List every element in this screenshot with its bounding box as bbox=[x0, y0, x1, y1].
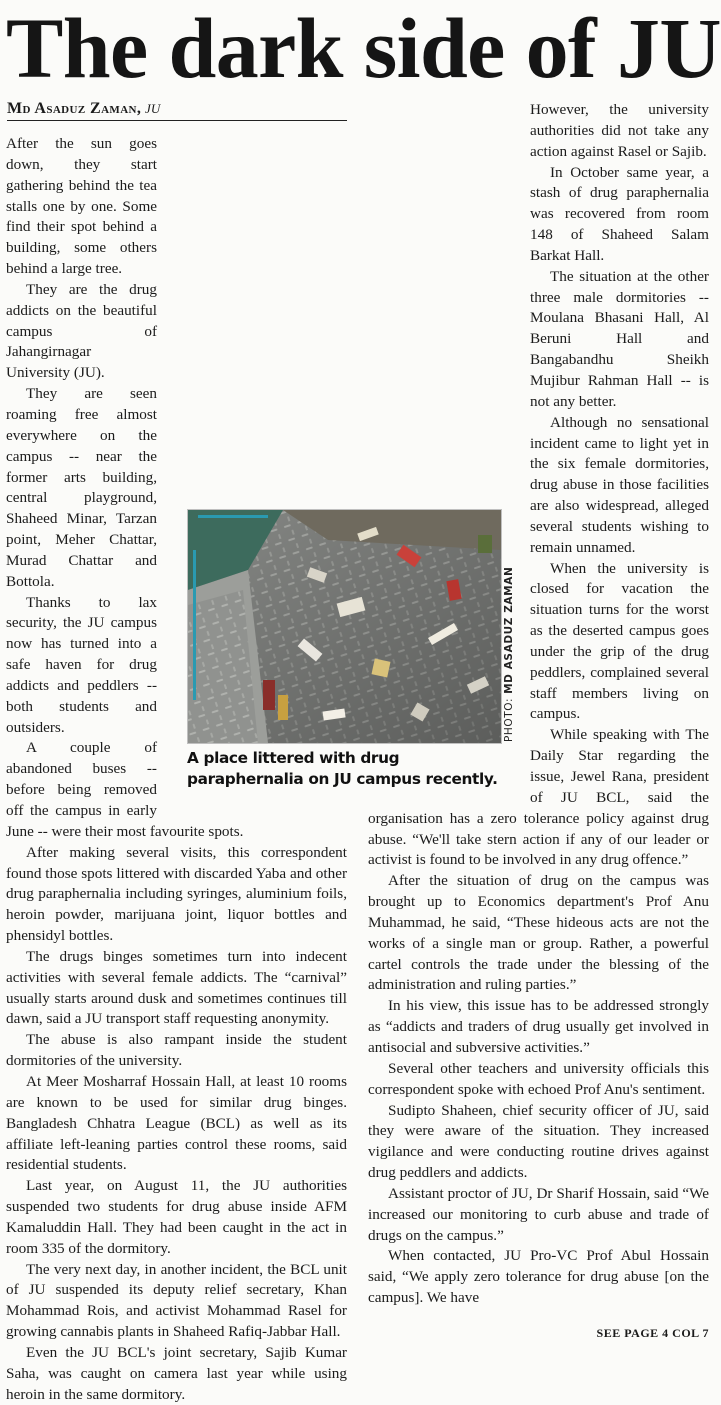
paragraph: In October same year, a stash of drug paraphernalia was recovered from room 148 of Shaheed Salam Barkat Hall. bbox=[530, 163, 709, 264]
photo-credit-prefix: PHOTO: bbox=[503, 697, 515, 742]
continued-jump-line: SEE PAGE 4 COL 7 bbox=[596, 1326, 709, 1340]
paragraph: When contacted, JU Pro-VC Prof Abul Hossain said, “We apply zero tolerance for drug abuse [on the campus]. We have bbox=[368, 1247, 709, 1307]
paragraph: Sudipto Shaheen, chief security officer of JU, said they were aware of the situation. They increased vigilance and were conducting routine drives against drug peddlers and addicts. bbox=[368, 1101, 709, 1182]
paragraph: After making several visits, this correspondent found those spots littered with discarded Yaba and other drug paraphernalia including syringes, aluminium foils, heroin powder, marijuana joint, liquor bottles and phensidyl bottles. bbox=[6, 843, 347, 945]
byline bbox=[7, 98, 347, 121]
paragraph: Several other teachers and university officials this correspondent spoke with echoed Prof Anu's sentiment. bbox=[368, 1059, 709, 1098]
paragraph: The situation at the other three male dormitories -- Moulana Bhasani Hall, Al Beruni Hall and Bangabandhu Sheikh Mujibur Rahman Hall -- is not any better. bbox=[530, 267, 709, 410]
paragraph: Last year, on August 11, the JU authorities suspended two students for drug abuse inside AFM Kamaluddin Hall. They had been caught in the act in room 335 of the dormitory. bbox=[6, 1177, 347, 1257]
paragraph: The abuse is also rampant inside the student dormitories of the university. bbox=[6, 1031, 347, 1070]
headline: The dark side of JU bbox=[6, 0, 721, 96]
paragraph: However, the university authorities did not take any action against Rasel or Sajib. bbox=[530, 101, 709, 160]
paragraph: In his view, this issue has to be addressed strongly as “addicts and traders of drug usually get involved in antisocial and subversive activities.” bbox=[368, 997, 709, 1056]
littered-ground-image bbox=[188, 510, 501, 743]
photo-credit-name: MD ASADUZ ZAMAN bbox=[503, 566, 515, 694]
paragraph: Thanks to lax security, the JU campus now has turned into a safe haven for drug addicts and peddlers -- both students and outsiders. bbox=[6, 593, 157, 736]
paragraph: Assistant proctor of JU, Dr Sharif Hossain, said “We increased our monitoring to curb abuse and trade of drugs on the campus.” bbox=[368, 1184, 709, 1244]
paragraph: Even the JU BCL's joint secretary, Sajib Kumar Saha, was caught on camera last year while using heroin in the same dormitory. bbox=[6, 1343, 347, 1403]
photo-caption: A place littered with drug paraphernalia on JU campus recently. bbox=[187, 749, 498, 788]
paragraph: Although no sensational incident came to light yet in the six female dormitories, drug abuse in those facilities are also widespread, alleged several students wishing to remain unnamed. bbox=[530, 413, 709, 556]
byline-dept: JU bbox=[145, 101, 161, 116]
paragraph: After the situation of drug on the campus was brought up to Economics department's Prof Anu Muhammad, he said, “These hideous acts are not the works of a single man or group. Rather, a powerful cartel controls the trade under the blessing of the administration and ruling parties.” bbox=[368, 872, 709, 994]
paragraph: The very next day, in another incident, the BCL unit of JU suspended its deputy relief secretary, Khan Mohammad Rois, and activist Mohammad Rasel for growing cannabis plants in Shaheed Rafiq-Jabbar Hall. bbox=[6, 1260, 347, 1341]
byline-author: Md Asaduz Zaman, bbox=[7, 100, 142, 117]
paragraph: They are seen roaming free almost everywhere on the campus -- near the former arts building, central playground, Shaheed Minar, Tarzan point, Meher Chattar, Murad Chattar and Bottola. bbox=[6, 385, 157, 590]
photo-credit bbox=[503, 532, 519, 742]
news-photo bbox=[187, 509, 502, 744]
paragraph: The drugs binges sometimes turn into indecent activities with several female addicts. The “carnival” usually starts around dusk and sometimes continues till dawn, said a JU transport staff requesting anonymity. bbox=[6, 947, 347, 1028]
paragraph: After the sun goes down, they start gathering behind the tea stalls one by one. Some find their spot behind a building, some others behind a large tree. bbox=[6, 135, 157, 278]
paragraph: While speaking with The Daily Star regarding the issue, Jewel Rana, president of JU BCL, said the organisation has a zero tolerance policy against drug abuse. “We'll take stern action if any of our leader or activist is found to be involved in any drug offence.” bbox=[368, 726, 709, 869]
paragraph: A couple of abandoned buses -- before being removed off the campus in early June -- were their most favourite spots. bbox=[6, 739, 244, 840]
paragraph: They are the drug addicts on the beautiful campus of Jahangirnagar University (JU). bbox=[6, 280, 157, 382]
paragraph: At Meer Mosharraf Hossain Hall, at least 10 rooms are known to be used for similar drug binges. Bangladesh Chhatra League (BCL) as well as its affiliate left-leaning parties control these rooms, said residential students. bbox=[6, 1072, 347, 1174]
paragraph: When the university is closed for vacation the situation turns for the worst as the deserted campus goes under the grip of the drug peddlers, complained several staff members living on campus. bbox=[530, 559, 709, 723]
